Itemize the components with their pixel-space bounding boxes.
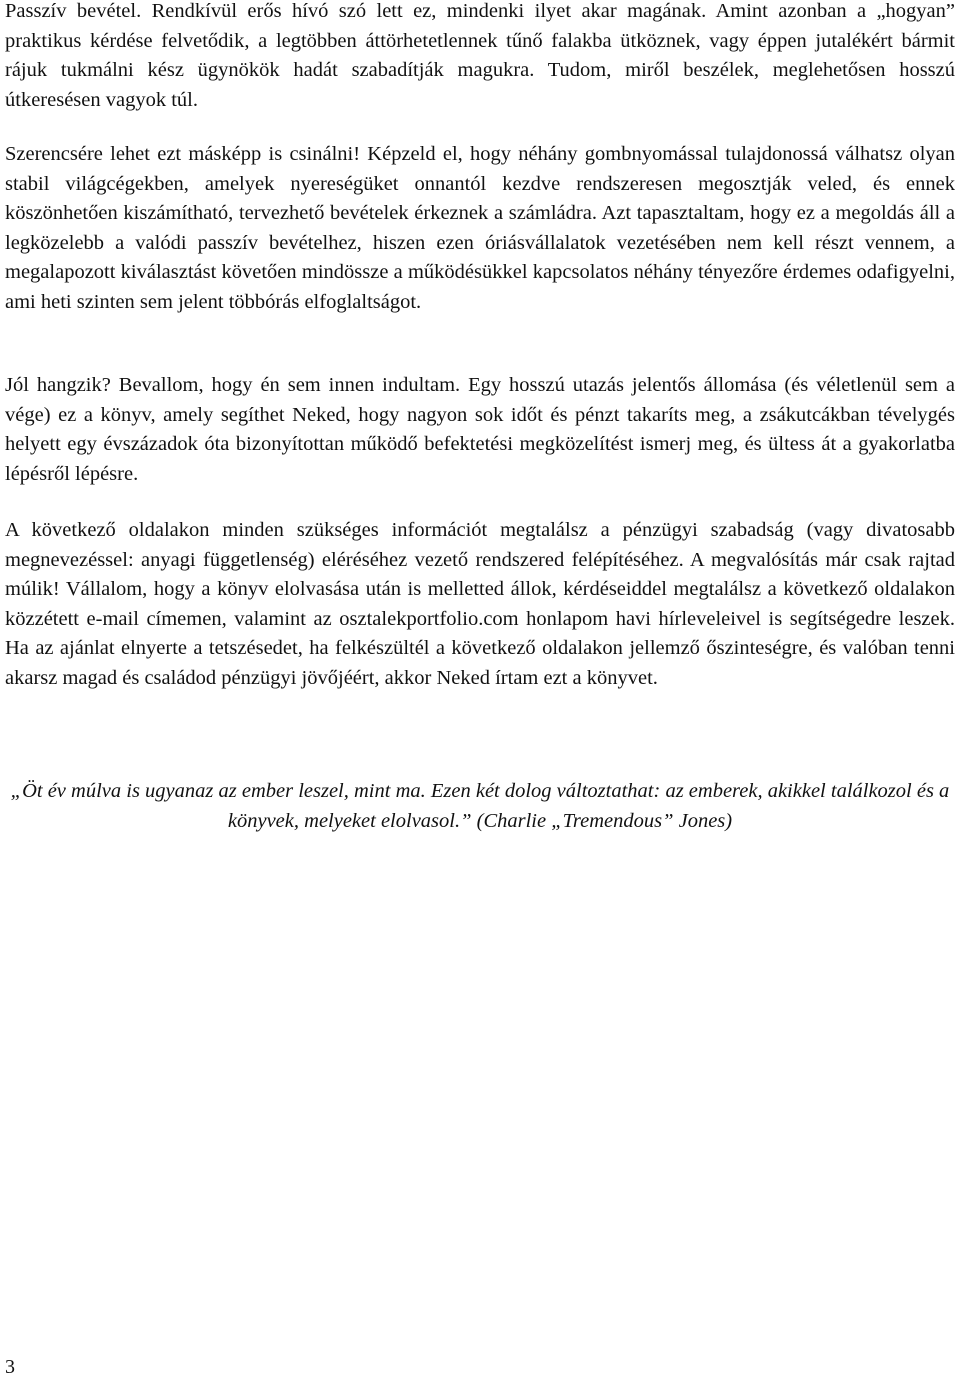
quote-charlie-jones: „Öt év múlva is ugyanaz az ember leszel, mint ma. Ezen két dolog változtathat: az emberek, akikkel találkozol és a könyvek, melyeket elolvasol.” (Charlie „Tremendous” Jones) [10,780,950,832]
page-number: 3 [5,1356,15,1378]
paragraph-book-journey: Jól hangzik? Bevallom, hogy én sem innen indultam. Egy hosszú utazás jelentős állomása (és véletlenül sem a vége) ez a könyv, amely segíthet Neked, hogy nagyon sok időt és pénzt takaríts meg, a zsákutcákban tévelygés helyett egy évszázadok óta bizonyítottan működő befektetési megközelítést ismerj meg, és ültess át a gyakorlatba lépésről lépésre. [5,374,955,485]
paragraph-alternative-approach: Szerencsére lehet ezt másképp is csinálni! Képzeld el, hogy néhány gombnyomással tulajdonossá válhatsz olyan stabil világcégekben, amelyek nyereségüket onnantól kezdve rendszeresen megosztják veled, és ennek köszönhetően kiszámítható, tervezhető bevételek érkeznek a számládra. Azt tapasztaltam, hogy ez a megoldás áll a legközelebb a valódi passzív bevételhez, hiszen ezen óriásvállalatok vezetésében nem kell részt vennem, a megalapozott kiválasztást követően mindössze a működésükkel kapcsolatos néhány tényezőre érdemes odafigyelni, ami heti szinten sem jelent többórás elfoglaltságot. [5,143,955,313]
paragraph-passive-income: Passzív bevétel. Rendkívül erős hívó szó lett ez, mindenki ilyet akar magának. Amint azonban a „hogyan” praktikus kérdése felvetődik, a legtöbben áttörhetetlennek tűnő falakba ütköznek, vagy éppen jutalékért bármit rájuk tukmálni kész ügynökök hadát szabadítják magukra. Tudom, miről beszélek, meglehetősen hosszú útkeresésen vagyok túl. [5,0,955,111]
paragraph-next-pages: A következő oldalakon minden szükséges információt megtalálsz a pénzügyi szabadság (vagy divatosabb megnevezéssel: anyagi függetlenség) eléréséhez vezető rendszered felépítéséhez. A megvalósítás már csak rajtad múlik! Vállalom, hogy a könyv elolvasása után is melletted állok, kérdéseiddel megtalálsz a következő oldalakon közzétett e-mail címemen, valamint az osztalekportfolio.com honlapom havi hírleveleivel is segítségedre leszek. Ha az ajánlat elnyerte a tetszésedet, ha felkészültél a következő oldalakon jellemző őszinteségre, és valóban tenni akarsz magad és családod pénzügyi jövőjéért, akkor Neked írtam ezt a könyvet. [5,519,955,689]
